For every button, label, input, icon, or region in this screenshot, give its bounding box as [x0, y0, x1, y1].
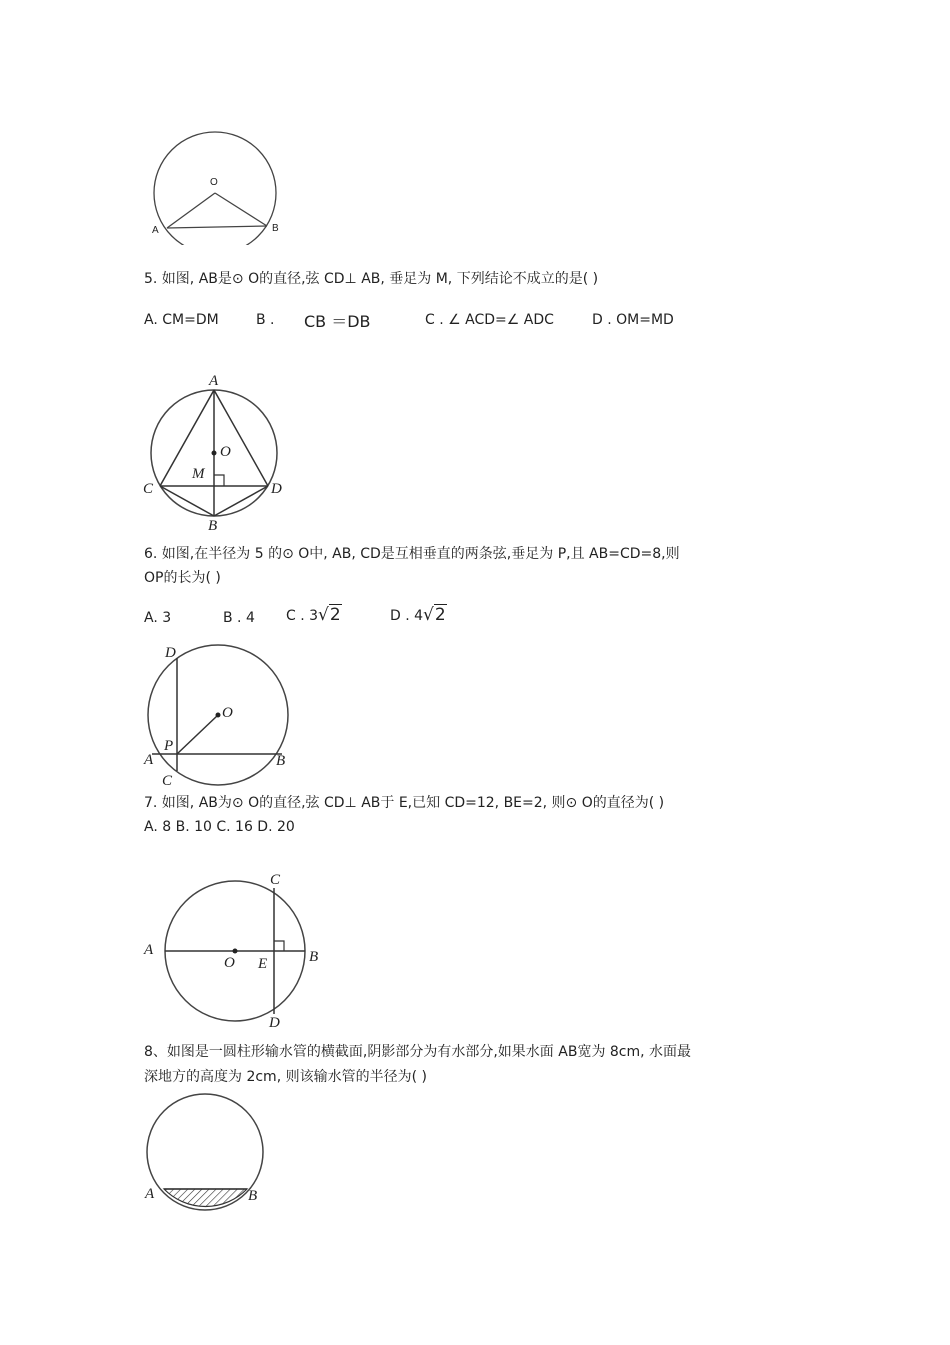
label-a: A [144, 752, 154, 768]
segment-db [214, 486, 268, 516]
label-m: M [192, 466, 205, 482]
label-o: O [220, 444, 231, 460]
circle-figure-q4 [145, 125, 290, 245]
q6-option-a: A. 3 [144, 610, 172, 626]
chord-ab [167, 226, 267, 228]
q6-option-c-radicand: 2 [329, 605, 341, 625]
q5-option-a: A. CM=DM [144, 312, 219, 328]
q6-option-c [286, 605, 342, 625]
label-b: B [248, 1188, 258, 1204]
question-8-line-1: 8、如图是一圆柱形输水管的横截面,阴影部分为有水部分,如果水面 AB宽为 8cm, 水面最 [144, 1044, 692, 1060]
question-6-line-1: 6. 如图,在半径为 5 的⊙ O中, AB, CD是互相垂直的两条弦,垂足为 P,且 AB=CD=8,则 [144, 546, 680, 562]
label-b: B [272, 223, 279, 234]
radius-ob [215, 193, 267, 226]
q5-option-b-prefix: B . [256, 312, 275, 328]
segment-ad [214, 390, 268, 486]
label-d: D [165, 645, 176, 661]
label-b: B [208, 518, 218, 534]
question-7-text: 7. 如图, AB为⊙ O的直径,弦 CD⊥ AB于 E,已知 CD=12, BE=2, 则⊙ O的直径为( ) [144, 795, 665, 811]
center-point [216, 713, 221, 718]
q6-option-d [390, 605, 447, 625]
question-6-line-2: OP的长为( ) [144, 570, 221, 586]
label-b: B [309, 949, 319, 965]
label-c: C [162, 773, 173, 789]
q7-options: A. 8 B. 10 C. 16 D. 20 [144, 819, 295, 835]
right-angle-mark [274, 941, 284, 951]
label-c: C [143, 481, 154, 497]
segment-cb [160, 486, 214, 516]
label-b: B [276, 753, 286, 769]
question-5-text: 5. 如图, AB是⊙ O的直径,弦 CD⊥ AB, 垂足为 M, 下列结论不成立的是( ) [144, 271, 599, 287]
q6-option-d-label: D . 4 [390, 608, 424, 624]
label-o: O [210, 177, 218, 188]
center-point [212, 451, 217, 456]
water-segment [164, 1189, 247, 1206]
radius-oa [167, 193, 215, 228]
pipe-cross-section-figure [138, 1090, 278, 1215]
label-e: E [258, 956, 268, 972]
sqrt-symbol: √2 [318, 605, 341, 625]
q5-option-d: D . OM=MD [592, 312, 674, 328]
circle-figure-q5 [138, 368, 298, 534]
q6-option-b: B . 4 [223, 610, 255, 626]
label-d: D [269, 1015, 280, 1031]
center-point [233, 949, 238, 954]
label-a: A [152, 225, 159, 236]
sqrt-symbol: √2 [423, 605, 446, 625]
circle-figure-q6 [138, 640, 298, 790]
label-a: A [145, 1186, 155, 1202]
q5-option-b-equation: CB ＝DB [304, 312, 371, 331]
label-p: P [164, 738, 174, 754]
q6-option-d-radicand: 2 [434, 605, 446, 625]
q5-option-c: C . ∠ ACD=∠ ADC [425, 312, 554, 328]
question-8-line-2: 深地方的高度为 2cm, 则该输水管的半径为( ) [144, 1069, 427, 1085]
segment-ac [160, 390, 214, 486]
right-angle-mark [214, 475, 224, 486]
label-o: O [224, 955, 235, 971]
label-d: D [271, 481, 282, 497]
label-o: O [222, 705, 233, 721]
circle-figure-q7 [138, 868, 328, 1033]
segment-op [177, 715, 218, 754]
label-c: C [270, 872, 281, 888]
q6-option-c-label: C . 3 [286, 608, 319, 624]
label-a: A [209, 373, 219, 389]
label-a: A [144, 942, 154, 958]
